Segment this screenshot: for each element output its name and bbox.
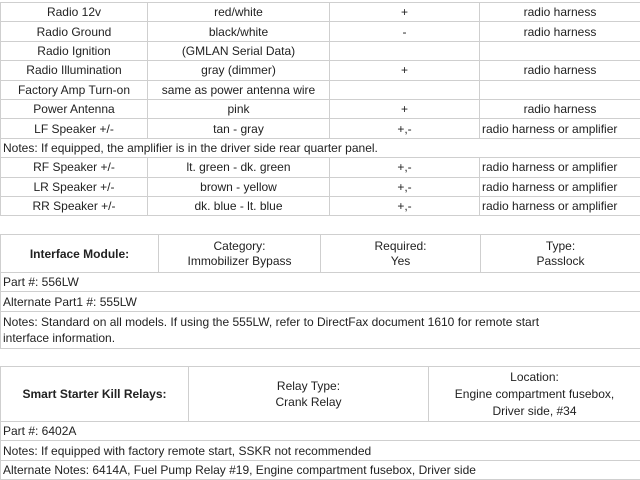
wire-polarity: + [330,61,480,80]
amp-note-row [1,138,640,157]
wiring-row [1,177,640,196]
wire-polarity [330,41,480,60]
wire-polarity: +,- [330,158,480,177]
wire-color: same as power antenna wire [148,80,330,99]
wire-location: radio harness or amplifier [480,177,640,196]
wire-location [480,80,640,99]
interface-module-table [0,234,640,349]
type-cell [481,235,640,273]
wiring-row [1,80,640,99]
wire-polarity: + [330,99,480,118]
wire-location: radio harness [480,3,640,22]
wire-color: dk. blue - lt. blue [148,196,330,215]
interface-module-title: Interface Module: [1,235,159,273]
kill-relays-alt-notes: Alternate Notes: 6414A, Fuel Pump Relay #19, Engine compartment fusebox, Driver side [1,460,640,479]
kill-relays-part: Part #: 6402A [1,422,640,441]
wiring-row [1,119,640,138]
wire-location [480,41,640,60]
type-value: Passlock [536,253,585,268]
wire-polarity: + [330,3,480,22]
relay-type-cell [189,367,429,422]
wire-function: Factory Amp Turn-on [1,80,148,99]
interface-notes-line1: Notes: Standard on all models. If using the 555LW, refer to DirectFax document 1610 for remote start [3,314,540,329]
wire-function: Power Antenna [1,99,148,118]
wire-color: gray (dimmer) [148,61,330,80]
wire-color: lt. green - dk. green [148,158,330,177]
wiring-row [1,99,640,118]
type-label: Type: [545,238,576,253]
wire-color: pink [148,99,330,118]
wire-function: Radio Ground [1,22,148,41]
wiring-row [1,3,640,22]
interface-notes-line2: interface information. [3,330,116,345]
wire-location: radio harness [480,22,640,41]
wire-polarity: +,- [330,177,480,196]
category-label: Category: [213,238,266,253]
interface-notes [1,311,640,348]
wire-color: red/white [148,3,330,22]
wiring-row [1,41,640,60]
wiring-row [1,196,640,215]
wire-location: radio harness [480,61,640,80]
wire-color: tan - gray [148,119,330,138]
wiring-row [1,158,640,177]
interface-alt-part: Alternate Part1 #: 555LW [1,292,640,311]
kill-relays-notes: Notes: If equipped with factory remote start, SSKR not recommended [1,441,640,460]
required-cell [321,235,481,273]
wire-function: Radio 12v [1,3,148,22]
relay-type-value: Crank Relay [275,395,342,409]
wire-function: RF Speaker +/- [1,158,148,177]
wiring-row [1,22,640,41]
wire-location: radio harness or amplifier [480,119,640,138]
wire-function: Radio Illumination [1,61,148,80]
wire-function: LR Speaker +/- [1,177,148,196]
wire-polarity: +,- [330,119,480,138]
category-value: Immobilizer Bypass [187,253,292,268]
interface-part: Part #: 556LW [1,273,640,292]
wire-color: brown - yellow [148,177,330,196]
wire-function: Radio Ignition [1,41,148,60]
wire-location: radio harness or amplifier [480,196,640,215]
wire-polarity: +,- [330,196,480,215]
wire-location: radio harness [480,99,640,118]
kill-relays-title: Smart Starter Kill Relays: [1,367,189,422]
wire-polarity: - [330,22,480,41]
wire-location: radio harness or amplifier [480,158,640,177]
relay-location-line1: Engine compartment fusebox, [454,386,615,401]
relay-location-cell [429,367,640,422]
relay-type-label: Relay Type: [276,379,341,393]
wire-polarity [330,80,480,99]
wiring-row [1,61,640,80]
relay-location-label: Location: [510,369,559,384]
required-label: Required: [374,238,427,253]
relay-location-line2: Driver side, #34 [492,403,577,418]
wire-function: LF Speaker +/- [1,119,148,138]
kill-relays-table [0,366,640,480]
wire-color: black/white [148,22,330,41]
required-value: Yes [390,253,411,268]
wire-color: (GMLAN Serial Data) [148,41,330,60]
amp-note: Notes: If equipped, the amplifier is in the driver side rear quarter panel. [1,138,640,157]
wire-function: RR Speaker +/- [1,196,148,215]
wiring-table [0,2,640,216]
category-cell [159,235,321,273]
